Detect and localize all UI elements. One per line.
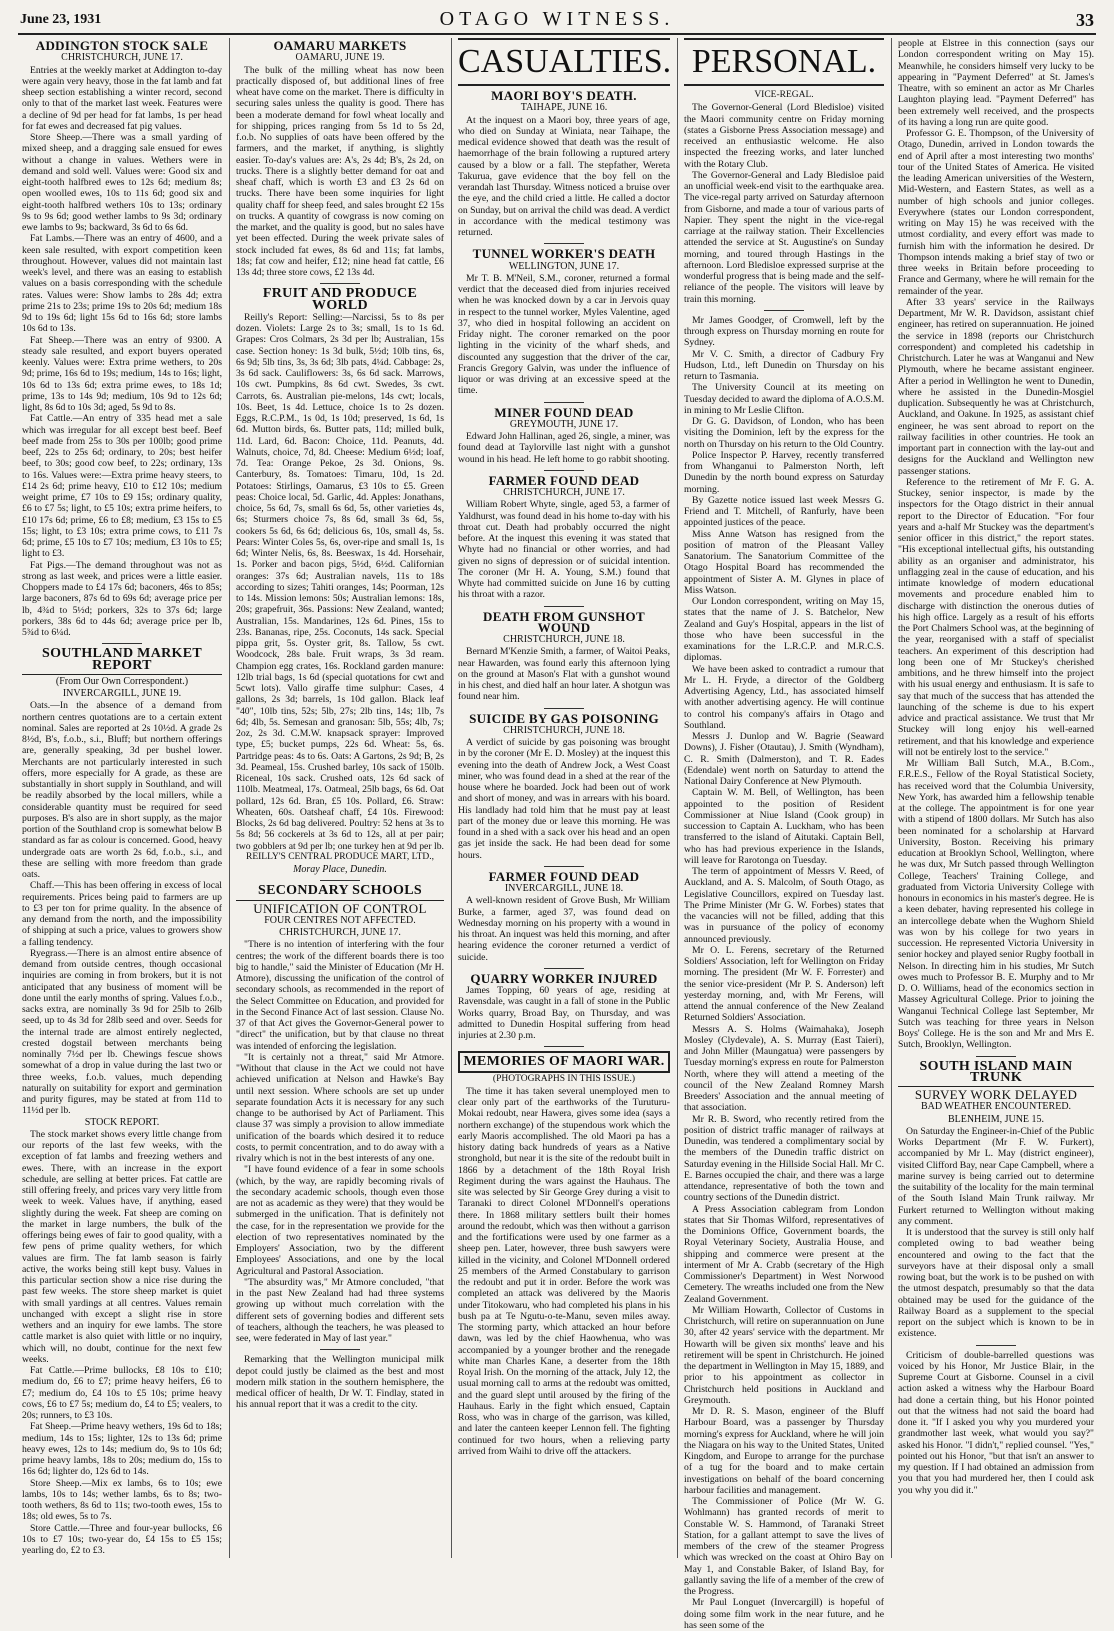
schools-deck: FOUR CENTRES NOT AFFECTED. (264, 914, 416, 926)
personal-paragraph: Messrs A. S. Holms (Waimahaka), Joseph Mosley (Clydevale), A. S. Murray (East Taieri), and John Miller (Maungatua) were passengers by Tuesday morning's express en route for Palmerston North, where they will attend a meeting of the council of the New Zealand Romney Marsh Breeders' Association and the annual meeting of that association. (684, 1023, 884, 1114)
personal-paragraph: The University Council at its meeting on Tuesday decided to award the diploma of A.O.S.M. in mining to Mr Leslie Clifton. (684, 382, 884, 416)
personal-paragraph: After 33 years' service in the Railways Department, Mr W. R. Davidson, assistant chief engineer, has retired on superannuation. He joined the service in 1898 (reports our Christchurch correspondent) and completed his cadetship in Christchurch. Later he was at Wanganui and New Plymouth, where he became assistant engineer. After a period in Wellington he went to Dunedin, where he assisted in the Dunedin-Mosgiel duplication. Subsequently he was at Christchurch, Auckland, and Oakune. In 1925, as assistant chief engineer, he was sent abroad to report on the railway facilities in other countries. He took an important part in connection with the lay-out and designs for the Auckland and Wellington new passenger stations. (898, 296, 1094, 477)
fruit-signoff: REILLY'S CENTRAL PRODUCE MART, LTD., (246, 851, 434, 862)
personal-paragraph: Mr William Ball Sutch, M.A., B.Com., F.R.E.S., Fellow of the Royal Statistical Society, has received word that the Columbia University, New York, has awarded him a fellowship tenable at the college. The appointment is for one year with a stipend of 1800 dollars. Mr Sutch has also been nominated for a scholarship at Harvard University, Boston. Receiving his primary education at Brooklyn School, Wellington, where he was dux, Mr Sutch passed through Wellington College, Teachers' Training College, and graduated from Victoria University College with honours in economics in his master's degree. He is a keen debater, having represented his college in an intercollege debate when the Wughorn Shield was won by his college for two years in succession. He represented Victoria University in senior hockey and played senior Rugby football in Nelson. In directing him in his studies, Mr Sutch owes much to Professor B. E. Murphy and to Mr D. O. Williams, head of the economics section in Massey Agricultural College. Prior to joining the Wanganui Technical College last September, Mr Sutch was teaching for three years in Nelson Boys' College. He is the son and Mr and Mrs E. Sutch, Brooklyn, Wellington. (898, 758, 1094, 1051)
personal-paragraph: The Governor-General and Lady Bledisloe paid an unofficial week-end visit to the earthquake area. The vice-regal party arrived on Saturday afternoon from Gisborne, and made a tour of various parts of Napier. They spent the night in the vice-regal carriage at the railway station. Their Excellencies attended the service at St. Augustine's on Sunday morning, and toured through Hastings in the afternoon. Lord Bledisloe expressed surprise at the wonderful progress that is being made and the self-reliance of the people. The visitors will leave by train this morning. (684, 169, 884, 305)
milk-depot-paragraph: Remarking that the Wellington municipal milk depot could justly be claimed as the best and most modern milk station in the southern hemisphere, the medical officer of health, Dr W. T. Findlay, stated in his annual report that it was a credit to the city. (236, 1354, 444, 1411)
personal-paragraph: The Governor-General (Lord Bledisloe) visited the Maori community centre on Friday morning (states a Gisborne Press Association message) and received an enthusiastic welcome. He also inspected the freezing works, and later lunched with the Rotary Club. (684, 102, 884, 170)
farmer-heading: FARMER FOUND DEAD (488, 472, 640, 488)
oamaru-heading: OAMARU MARKETS (273, 38, 407, 53)
miner-dateline: GREYMOUTH, JUNE 17. (509, 418, 619, 430)
page-number: 33 (1076, 10, 1094, 30)
personal-paragraph: Police Inspector P. Harvey, recently transferred from Whanganui to Palmerston North, left Dunedin by the north bound express on Saturday morning. (684, 449, 884, 495)
section-rule (102, 643, 142, 644)
column-3 (458, 38, 670, 1558)
addington-heading: ADDINGTON STOCK SALE (35, 38, 209, 53)
stock-paragraph: Fat Sheep.—Prime heavy wethers, 19s 6d to 18s; medium, 14s to 15s; lighter, 12s to 13s 6d; prime heavy ewes, 12s to 14s; medium do, 9s to 10s 6d; prime heavy lambs, 18s to 20s; medium do, 15s to 16s 6d; lighter do, 12s 6d to 14s. (22, 1421, 222, 1478)
addington-dateline: CHRISTCHURCH, JUNE 17. (61, 52, 183, 64)
farmer-paragraph: William Robert Whyte, single, aged 53, a farmer of Yaldhurst, was found dead in his home to-day with his throat cut. Death had probably occurred the night before. At the inquest this evening it was stated that Whyte had no financial or other worries, and had given no signs of depression or of suicidal intention. The coroner (Mr H. A. Young, S.M.) found that Whyte had committed suicide on June 16 by cutting his throat with a razor. (458, 499, 670, 601)
tunnel-heading: TUNNEL WORKER'S DEATH (472, 246, 656, 262)
issue-date: June 23, 1931 (20, 12, 102, 27)
section-rule (764, 310, 804, 311)
southland-paragraph: Chaff.—This has been offering in excess of local requirements. Prices being paid to farmers are up to £3 per ton for prime quality. In the absence of any demand from the north, and the impossibility of shipping at such a price, values to growers show a falling tendency. (22, 880, 222, 948)
trunk-subhead: SURVEY WORK DELAYED (914, 1087, 1078, 1102)
schools-paragraph: "The absurdity was," Mr Atmore concluded, "that in the past New Zealand had had three systems growing up without much correlation with the different sets of governing bodies and different sets of teachers, although the teachers, he was pleased to see, were federated in May of last year." (236, 1276, 444, 1344)
tunnel-paragraph: Mr T. B. M'Neil, S.M., coroner, returned a formal verdict that the deceased died from injuries received when he was knocked down by a car in Jervois quay in respect to the tunnel worker, Myles Valentine, aged 37, who died in hospital following an accident on Friday night. The coroner remarked on the poor lighting in the vicinity of the wharf sheds, and discounted any suggestion that the driver of the car, Francis Gregory Galvin, was under the influence of liquor or was driving at an excessive speed at the time. (458, 272, 670, 397)
personal-paragraph: Mr Paul Longuet (Invercargill) is hopeful of doing some film work in the near future, and he has seen some of the (684, 1597, 884, 1631)
court-paragraph: Criticism of double-barrelled questions was voiced by his Honor, Mr Justice Blair, in the Supreme Court at Gisborne. Counsel in a civil action asked a witness why the Harbour Board had done a certain thing, but his Honor pointed out that the witness had not said the board had done it. "If I asked you why you murdered your grandmother last week, what would you say?" asked his Honor. "I didn't," replied counsel. "Yes," pointed out his Honor, "but that isn't an answer to my question. If I had obtained an admission from you that you had murdered her, then I could ask you why you did it." (898, 1349, 1094, 1496)
miner-heading: MINER FOUND DEAD (494, 404, 634, 420)
personal-paragraph: Mr R. B. Sword, who recently retired from the position of district traffic manager of railways at Dunedin, was tendered a complimentary social by the members of the Dunedin traffic district on Saturday evening in the Hillside Social Hall. Mr C. E. Barnes occupied the chair, and there was a large attendance, representative of both the town and country sections of the Dunedin district. (684, 1113, 884, 1204)
section-rule (544, 866, 584, 867)
farmer-dateline: INVERCARGILL, JUNE 18. (504, 883, 624, 894)
vice-regal-sub: VICE-REGAL. (754, 90, 814, 100)
personal-paragraph: Professor G. E. Thompson, of the University of Otago, Dunedin, arrived in London towards the end of April after a most interesting two months' tour of the United States of America. He visited the leading American universities of the Western, Mid-Western, and Eastern States, as well as a number of high schools and junior colleges. Everywhere (states our London correspondent, writing on May 15) he was received with the utmost cordiality, and every effort was made to furnish him with the information he desired. Dr Thompson intends making a brief stay of two or three weeks in Britain before proceeding to France and Germany, where he will remain for the remainder of the year. (898, 128, 1094, 297)
miner-paragraph: Edward John Hallinan, aged 26, single, a miner, was found dead at Taylorville last night with a gunshot wound in his head. He left home to go rabbit shooting. (458, 431, 670, 465)
schools-paragraph: "It is certainly not a threat," said Mr Atmore. "Without that clause in the Act we could not have achieved unification at Nelson and Hawke's Bay until next session. Where schools are set up under separate foundation Acts it is necessary for any such change to be authorised by Act of Parliament. This clause 37 was simply a provision to allow immediate unification of the boards which desired it to reduce costs, to permit concentration, and to do away with a rivalry which is not in the best interests of any one. (236, 1051, 444, 1164)
gas-paragraph: A verdict of suicide by gas poisoning was brought in by the coroner (Mr E. D. Mosley) at the inquest this evening into the death of Andrew Jock, a West Coast miner, who was found dead in a shed at the rear of the house where he boarded. Jock had been out of work and short of money, and was in arrears with his board. His landlady had told him that he must pay at least part of the money due or leave this morning. He was found in a shed with a sack over his head and an open gas jet inside the sack. He had been dead for some hours. (458, 737, 670, 861)
oamaru-dateline: OAMARU, JUNE 19. (295, 52, 385, 64)
newspaper-title: OTAGO WITNESS. (439, 8, 675, 30)
column-5 (898, 38, 1094, 1558)
southland-dateline: INVERCARGILL, JUNE 19. (62, 688, 182, 699)
personal-paragraph: Mr D. R. S. Mason, engineer of the Bluff Harbour Board, was a passenger by Thursday morning's express for Auckland, where he will join the Niagara on his way to the United States, United Kingdom, and Europe to arrange for the purchase of a tug for the board and to make certain investigations on behalf of the board concerning harbour facilities and management. (684, 1406, 884, 1496)
schools-subhead: UNIFICATION OF CONTROL (253, 900, 427, 916)
tunnel-dateline: WELLINGTON, JUNE 17. (508, 260, 620, 272)
schools-paragraph: "I have found evidence of a fear in some schools (which, by the way, are rapidly becoming rivals of the secondary academic schools, though even those are not as academic as they were) that they would be submerged in the unification. That is definitely not the case, for in the representation we provide for the election of two representatives nominated by the Employers' Association, two by the different Employees' Associations, and one by the local Agricultural and Pastoral Association. (236, 1164, 444, 1277)
trunk-deck: BAD WEATHER ENCOUNTERED. (920, 1101, 1072, 1113)
section-rule (320, 283, 360, 284)
masthead (20, 8, 1094, 32)
column-rule (677, 38, 678, 1558)
personal-paragraph: Mr V. C. Smith, a director of Cadbury Fry Hudson, Ltd., left Dunedin on Thursday on his return to Tasmania. (684, 348, 884, 382)
fruit-address: Moray Place, Dunedin. (293, 864, 387, 875)
gas-dateline: CHRISTCHURCH, JUNE 18. (503, 724, 625, 736)
addington-paragraph: Entries at the weekly market at Addington to-day were again very heavy, those in the fat lamb and fat sheep section establishing a winter record, second only to that of the market last week. Features were a decline of 9d per head for fat lambs, 1s per head for fat ewes and decreased fat pig values. (22, 64, 222, 132)
addington-paragraph: Fat Lambs.—There was an entry of 4600, and a keen sale resulted, with export competition keen throughout. However, values did not maintain last week's level, and there was an easing to establish values on a basis corresponding with the schedule rates. Values were: Show lambs to 28s 4d; extra prime 21s to 23s; prime 19s to 20s 6d; medium 18s 9d to 19s 6d; light 15s 6d to 16s 6d; store lambs 10s 6d to 13s. (22, 233, 222, 335)
stock-report-heading: STOCK REPORT. (84, 1116, 160, 1128)
section-rule (320, 1349, 360, 1350)
trunk-paragraph: On Saturday the Engineer-in-Chief of the Public Works Department (Mr F. W. Furkert), accompanied by Mr L. May (district engineer), visited Clifford Bay, near Cape Campbell, where a marine survey is being carried out to determine the suitability of the locality for the main terminal of the South Island Main Trunk railway. Mr Furkert returned to Wellington without making any comment. (898, 1125, 1094, 1227)
farmer-dateline: CHRISTCHURCH, JUNE 17. (503, 487, 625, 498)
personal-paragraph: Mr William Howarth, Collector of Customs in Christchurch, will retire on superannuation on June 30, after 42 years' service with the department. Mr Howarth will be given six months' leave and his retirement will be spent in Christchurch. He joined the department in Wellington in May 15, 1889, and prior to his appointment as collector in Christchurch held positions in Auckland and Greymouth. (684, 1304, 884, 1406)
personal-paragraph: Captain W. M. Bell, of Wellington, has been appointed to the position of Resident Commissioner at Niue Island (Cook group) in succession to Captain A. Luckham, who has been transferred to the island of Aitutaki. Captain Bell, who has had previous experience in the Islands, will leave for Rarotonga on Tuesday. (684, 787, 884, 866)
column-1 (22, 38, 222, 1558)
column-2 (236, 38, 444, 1558)
southland-heading: SOUTHLAND MARKET REPORT (22, 648, 222, 675)
gunshot-paragraph: Bernard M'Kenzie Smith, a farmer, of Waitoi Peaks, near Hawarden, was found early this afternoon lying on the ground at Mason's Flat with a gunshot wound in his chest, and died half an hour later. A shotgun was found near him. (458, 646, 670, 703)
personal-paragraph: A Press Association cablegram from London states that Sir Thomas Wilford, representatives of the Dominions Office, Government boards, the Royal Veterinary Society, Australia House, and shipping and commerce were present at the interment of Mr A. Crabb (secretary of the High Commissioner's Department) in West Norwood Cemetery. The wreaths included one from the New Zealand Government. (684, 1203, 884, 1305)
personal-paragraph: Our London correspondent, writing on May 15, states that the name of J. S. Batchelor, New Zealand and Guy's Hospital, appears in the list of those who have been successful in the examinations for the L.R.C.P. and M.R.C.S. diplomas. (684, 596, 884, 664)
farmer-heading: FARMER FOUND DEAD (488, 868, 640, 884)
trunk-heading: SOUTH ISLAND MAIN TRUNK (898, 1061, 1094, 1088)
personal-paragraph: Reference to the retirement of Mr F. G. A. Stuckey, senior inspector, is made by the inspectors for the Otago district in their annual report to the Director of Education. "For four years and a-half Mr Stuckey was the department's senior officer in this district," the report states. "His exceptional intellectual gifts, his outstanding ability as an organiser and administrator, his unflagging zeal in the cause of education, and his intimate knowledge of modern educational movements and procedure enabled him to discharge with distinction the onerous duties of his high office. Largely as a result of his efforts the Port Chalmers School was, at the beginning of the year, reorganised with a staff of specialist teachers. An experiment of this description had long been one of Mr Stuckey's cherished ambitions, and he threw himself into the project with his usual energy and enthusiasm. It is safe to say that much of the success that has attended the launching of the scheme is due to his expert advice and practical assistance. We trust that Mr Stuckey will long enjoy his well-earned retirement, and that his knowledge and experience will not be entirely lost to the service." (898, 476, 1094, 758)
stock-paragraph: Fat Cattle.—Prime bullocks, £8 10s to £10; medium do, £6 to £7; prime heavy heifers, £6 to £7; medium do, £4 10s to £5 10s; prime heavy cows, £6 to £7 5s; medium do, £4 to £5; vealers, to 20s; runners, to £3 10s. (22, 1365, 222, 1421)
section-rule (544, 968, 584, 969)
memories-sub: (PHOTOGRAPHS IN THIS ISSUE.) (492, 1073, 636, 1084)
section-rule (544, 243, 584, 244)
memories-heading: MEMORIES OF MAORI WAR. (458, 1051, 670, 1072)
personal-paragraph: Miss Anne Watson has resigned from the position of matron of the Pleasant Valley Sanatorium. The Sanatorium Committee of the Otago Hospital Board has recommended the appointment of Sister A. M. Glynes in place of Miss Watson. (684, 528, 884, 596)
trunk-paragraph: It is understood that the survey is still only half completed owing to bad weather being encountered and owing to the fact that the surveyors have at their disposal only a small rowing boat, but the work is to be pushed on with the utmost despatch, presumably so that the data obtained may be used for the guidance of the Railway Board as a supplement to the special report on the subject which is known to be in existence. (898, 1227, 1094, 1340)
southland-paragraph: Ryegrass.—There is an almost entire absence of demand from outside centres, though occasional inquiries are coming in from brokers, but it is not anticipated that any business of moment will be done until the early months of spring. Values f.o.b., sacks extra, are nominally 3s 9d for 25lb to 26lb seed, up to 4s 3d for 28lb seed and over. Seeds for the internal trade are almost entirely neglected, crested dogstail between merchants being nominally 7½d per lb. Chewings fescue shows somewhat of a drop in value during the last two or three weeks, f.o.b. values, much depending naturally on suitability for export and germination and purity figures, may be stated at from 11d to 11½d per lb. (22, 947, 222, 1117)
quarry-heading: QUARRY WORKER INJURED (470, 970, 658, 986)
addington-paragraph: Fat Pigs.—The demand throughout was not as strong as last week, and prices were a little easier. Choppers made to £4 17s 6d; baconers, 46s to 85s; large baconers, 87s 6d to 69s 6d; average price per lb, 4¾d to 5½d; porkers, 32s to 37s 6d; large porkers, 38s 6d to 44s 6d; average price per lb, 5¾d to 6¼d. (22, 559, 222, 638)
addington-paragraph: Fat Cattle.—An entry of 335 head met a sale which was irregular for all except best beef. Beef beef made from 25s to 30s per 100lb; good prime beef, 22s to 25s 6d; ordinary, to 20s; best heifer beef, to 30s; good cow beef, to 22s; ordinary, 13s to 16s. Values were:—Extra prime heavy steers, to £14 2s 6d; prime heavy, £10 to £12 10s; medium weight prime, £7 10s to £9 15s; ordinary quality, £6 to £7 5s; light, to £5 10s; extra prime heifers, to £10 17s 6d; prime, £6 to £8; medium, £3 15s to £5 15s; light, to £3 10s; extra prime cows, to £11 7s 6d; prime, £5 10s to £7 10s; medium, £3 10s to £5; light to £3. (22, 413, 222, 560)
personal-heading: PERSONAL. (684, 38, 884, 86)
section-rule (544, 606, 584, 607)
personal-paragraph: Dr G. G. Davidson, of London, who has been visiting the Dominion, left by the express for the north on Thursday on his return to the Old Country. (684, 416, 884, 450)
section-rule (544, 708, 584, 709)
section-rule (544, 470, 584, 471)
schools-heading: SECONDARY SCHOOLS (236, 885, 444, 900)
column-rule (891, 38, 892, 1558)
southland-byline: (From Our Own Correspondent.) (55, 675, 189, 687)
quarry-paragraph: James Topping, 60 years of age, residing at Ravensdale, was caught in a fall of stone in the Public Works quarry, Broad Bay, on Thursday, and was admitted to Dunedin Hospital suffering from head injuries at 2.30 p.m. (458, 985, 670, 1041)
column-4 (684, 38, 884, 1631)
schools-dateline: CHRISTCHURCH, JUNE 17. (279, 927, 401, 938)
column-rule (451, 38, 452, 1558)
gas-heading: SUICIDE BY GAS POISONING (469, 710, 659, 726)
addington-paragraph: Fat Sheep.—There was an entry of 9300. A steady sale resulted, and export buyers operated keenly. Values were: Extra prime wethers, to 20s 9d; prime, 16s 6d to 19s; medium, 14s to 16s; light, 10s 6d to 13s 6d; extra prime ewes, to 18s 1d; prime, 13s to 14s 9d; medium, 10s 9d to 12s 6d; light, 8s 6d to 10s 3d; aged, 5s 9d to 8s. (22, 334, 222, 413)
memories-paragraph: The time it has taken several unemployed men to clear only part of the earthworks of the Turuturu-Mokai redoubt, near Hawera, gives some idea (says a northern exchange) of the stupendous work which the early Maoris accomplished. The old Maori pa has a history dating back hundreds of years as a Native stronghold, but near it is the site of the redoubt built in 1866 by a detachment of the 18th Royal Irish Regiment during the wars against the Hauhaus. The site was selected by Sir George Grey during a visit to Taranaki to direct Colonel M'Donnell's operations there. In 1868 military settlers built their homes around the redoubt, which was then without a garrison and the fortifications were used by one farmer as a sheep pen. Later, however, three bush sawyers were killed in the vicinity, and Colonel M'Donnell ordered 25 members of the Armed Constabulary to garrison the redoubt and put it in order. Before the work was completed an attack was delivered by the Maoris under Titokowaru, who had completed his plans in his bush pa at Te Ngutu-o-te-Manu, seven miles away. The storming party, which attacked an hour before dawn, was led by the chief Haowhenua, who was accompanied by a younger brother and the renegade white man Charles Kane, a deserter from the 18th Royal Irish. On the morning of the attack, July 12, the usual morning call to arms at the redoubt was omitted, and the guard slept until aroused by the firing of the Hauhaus. Early in the fight which ensued, Captain Ross, who was in charge of the garrison, was killed, and later the canteen keeper Lennon fell. The fighting continued for two hours, when a relieving party arrived from Waihi to drive off the attackers. (458, 1085, 670, 1457)
section-rule (976, 1345, 1016, 1346)
section-rule (544, 402, 584, 403)
casualties-heading: CASUALTIES. (458, 38, 670, 86)
personal-paragraph: We have been asked to contradict a rumour that Mr L. H. Fryde, a director of the Goldberg Advertising Agency, Ltd., has associated himself with another advertising agency. He will continue to control his company's affairs in Otago and Southland. (684, 663, 884, 731)
fruit-heading: FRUIT AND PRODUCE WORLD (262, 286, 418, 313)
stock-paragraph: Store Sheep.—Mix ex lambs, 6s to 10s; ewe lambs, 10s to 14s; wether lambs, 6s to 8s; two-tooth wethers, 8s 6d to 11s; two-tooth ewes, 15s to 18s; old ewes, 5s to 7s. (22, 1477, 222, 1523)
oamaru-paragraph: The bulk of the milling wheat has now been practically disposed of, but additional lines of free wheat have come on the market. There is difficulty in securing sales unless the quality is good. There has been a moderate demand for fowl wheat locally and for shipping, prices ranging from 5s 1d to 5s 2d, f.o.b. No supplies of oats have been offered by the farmers, and the market, if anything, is slightly easier. To-day's values are: A's, 2s 4d; B's, 2s 2d, on trucks. There is a slightly better demand for oat and sheaf chaff, which is worth £3 and £3 2s 6d on trucks. There have been some inquiries for light quality chaff for sheep feed, and sales brought £2 15s on trucks. A quantity of cowgrass is now coming on the market, and the quality is good, but no sales have yet been effected. During the week private sales of stock included fat ewes, 8s 6d and 11s; fat lambs, 18s; fat cow and heifer, £12; nine head fat cattle, £6 13s 4d; three store cows, £2 13s 4d. (236, 64, 444, 278)
addington-paragraph: Store Sheep.—There was a small yarding of mixed sheep, and a dragging sale ensued for ewes without a change in values. Wethers were in demand and sold well. Values were: Good six and eight-tooth halfbred ewes to 12s 6d; medium 8s; open woolled ewes, 10s to 11s 6d; good six and eight-tooth halfbred wethers 10s to 13s; ordinary 9s to 9s 6d; good wether lambs to 9s 3d; ordinary ewe lambs to 9s; backward, 3s 6d to 6s 6d. (22, 132, 222, 233)
fruit-paragraph: Reilly's Report: Selling:—Narcissi, 5s to 8s per dozen. Violets: Large 2s to 3s; small, 1s to 1s 6d. Grapes: Cros Colmars, 2s 3d per lb; Australian, 15s case. Section honey: 1s 3d bulk, 5½d; 10lb tins, 6s, 6s 9d; 5lb tins, 3s, 3s 6d; 3lb pats, 4¼d. Cabbage: 2s, 3s 6d sack. Cauliflowers: 3s, 6s 6d sack. Marrows, 10s cwt. Pumpkins, 8s 6d cwt. Swedes, 3s cwt. Carrots, 6s. Australian pie-melons, 14s cwt; locals, 10s. Beet, 1s 4d. Lettuce, choice 1s to 2s dozen. Eggs, R.C.P.M., 1s 0d, 1s 10d; preserved, 1s 6d, 1s 6d. Mutton birds, 6s. Butter pats, 11d; milled bulk, 11d. Lard, 6d. Bacon: Choice, 11d. Peanuts, 4d. Walnuts, choice, 7d, 8d. Cheese: Medium 6½d; loaf, 7d. Tea: Orange Pekoe, 2s 3d. Onions, 9s. Canterbury, 8s. Tomatoes: Timaru, 10d, 1s 2d. Potatoes: Stirlings, Oamarus, £3 10s to £5. Green peas: Choice local, 5d. Garlic, 4d. Apples: Jonathans, choice, 5s 6d, 7s, small 6s 6d, 5s, other varieties 4s, 6s; Sturmers choice 7s, 8s 6d, small 3s 6d, 5s, cookers 5s 6d, 6s 6d; delicious 6s, 10s, small 4s, 5s. Pears: Winter Coles 5s, 6s, over-ripe and small 1s, 1s 6d; Winter Nelis, 6s, 8s. Beeswax, 1s 4d. Horsehair, 1s. Porker and bacon pigs, 5½d, 6½d. Californian oranges: 37s 6d; Australian navels, 11s to 18s according to sizes; Tahiti oranges, 14s; Poorman, 12s to 14s. Mission lemons: 50s; Australian lemons: 18s, 20s; grapefruit, 36s. Passions: New Zealand, wanted; Australian, 15s. Mandarines, 12s 6d. Pines, 15s to 23s. Bananas, ripe, 25s. Coconuts, 14s sack. Special pippa grit, 5s. Oyster grit, 8s. Tallow, 5s cwt. Woodcock, 28s bale. Fruit wraps, 3s 3d ream. Champion egg crates, 16s. Rockland garden manure: 12lb trial bags, 1s 6d (special quotations for cwt and 5cwt lots). Vallo giraffe time sulphur: Cases, 4 gallons, 2s 3d; barrels, 1s 10d gallon. Black leaf "40", 10lb tins, 52s; 5lb, 27s; 2lb tins, 14s; 1lb, 7s 6d; 4lb, 5s. Semesan and granosan: 5lb, 55s; 4lb, 7s; 2oz, 2s 3d. C.M.W. knapsack sprayer: Improved type, £5; bucket pumps, 22s 6d. Wheat: 5s, 6s. Partridge peas: 4s to 6s. Oats: A Gartons, 2s 9d; B, 2s 3d. Peameal, 15s. Crushed barley, 10s sack of 150lb. Riceneal, 10s sack. Crushed oats, 12s 6d sack of 110lb. Meatmeal, 17s. Oatmeal, 25lb bags, 6s 6d. Oat pollard, 12s 6d. Bran, £5 10s. Pollard, £6. Straw: Wheaten, 60s. Oatsheaf chaff, £4 10s. Firewood: Blocks, 2s 6d bag delivered. Poultry: 52 hens at 3s to 5s 8d; 56 cockerels at 3s 6d to 12s, all at per pair; two gobblers at 9d per lb; one turkey hen at 9d per lb. (236, 311, 444, 852)
section-rule (544, 1046, 584, 1047)
gunshot-heading: DEATH FROM GUNSHOT WOUND (483, 608, 645, 635)
maori-boy-paragraph: At the inquest on a Maori boy, three years of age, who died on Sunday at Winiata, near Taihape, the medical evidence showed that death was the result of haemorrhage of the brain following a ruptured artery caused by a blow or a fall. The stepfather, Wereta Takurua, gave evidence that the boy fell on the verandah last Thursday. Witness noticed a bruise over the eye, and the child cried a little. He called a doctor on Sunday, but on arrival the child was dead. A verdict in accordance with the medical testimony was returned. (458, 114, 670, 238)
personal-paragraph: The term of appointment of Messrs V. Reed, of Auckland, and A. S. Malcolm, of South Otago, as Legislative Councillors, expired on Tuesday last. The Prime Minister (Mr G. W. Forbes) states that the vacancies will not be filled, adding that this was in pursuance of the policy of economy announced previously. (684, 866, 884, 945)
section-rule (976, 1056, 1016, 1057)
column-rule (229, 38, 230, 1558)
schools-paragraph: "There is no intention of interfering with the four centres; the work of the different boards there is too big to handle," said the Minister of Education (Mr H. Atmore), discussing the unification of the control of secondary schools, as recommended in the report of the Select Committee on Education, and provided for in the Second Finance Act of last session. Clause No. 37 of that Act gives the Governor-General power to "direct" the unification, but by that clause no threat was intended of enforcing the legislation. (236, 939, 444, 1052)
masthead-rule (18, 33, 1096, 35)
stock-paragraph: Store Cattle.—Three and four-year bullocks, £6 10s to £7 10s; two-year do, £4 15s to £5 15s; yearling do, £2 to £3. (22, 1522, 222, 1556)
southland-paragraph: Oats.—In the absence of a demand from northern centres quotations are to a certain extent nominal. Sales are reported at 2s 10½d. A grade 2s 8½d, B's, f.o.b., s.i., Bluff; but northern offerings are, generally speaking, 3d per bushel lower. Merchants are not particularly interested in such offers, more especially for A grade, as these are substantially in short supply in Southland, and will be readily absorbed by the local millers, while a considerable quantity must be required for seed purposes. B's also are in short supply, as the major portion of the Southland crop is somewhat below B standard as far as colour is concerned. Good, heavy undergrade oats are worth 2s 6d, f.o.b., s.i., and these are selling with more freedom than grade oats. (22, 700, 222, 880)
maori-boy-heading: MAORI BOY'S DEATH. (491, 88, 637, 103)
maori-boy-dateline: TAIHAPE, JUNE 16. (520, 102, 608, 114)
personal-paragraph: Messrs J. Dunlop and W. Bagrie (Seaward Downs), J. Fisher (Otautau), J. Smith (Wyndham), C. R. Smith (Dalmerston), and T. R. Eades (Edendale) went north on Saturday to attend the National Dairy Conference at New Plymouth. (684, 731, 884, 787)
section-rule (320, 880, 360, 881)
gunshot-dateline: CHRISTCHURCH, JUNE 18. (503, 634, 625, 645)
stock-paragraph: The stock market shows every little change from our reports of the last few weeks, with the exception of fat lambs and freezing wethers and ewes. There, with an increase in the export schedule, are selling at better prices. Fat cattle are still offering freely, and prices vary very little from week to week. Values have, if anything, eased slightly during the week. Fat sheep are coming on the market in large numbers, the bulk of the offerings being ewes of fair to good quality, with a few pens of prime quality wethers, for which values are firm. The fat lamb season is fairly active, the works being still kept busy. Values in this particular section show a nice rise during the past few weeks. The store sheep market is quiet with small yardings at all centres. Values remain unchanged with except a slight rise in store wethers and an inquiry for ewe lambs. The store cattle market is also quiet with little or no inquiry, which will, no doubt, continue for the next few weeks. (22, 1128, 222, 1365)
trunk-dateline: BLENHEIM, JUNE 15. (947, 1113, 1045, 1125)
personal-paragraph: Mr O. L. Ferens, secretary of the Returned Soldiers' Association, left for Wellington on Friday morning. The president (Mr W. F. Forrester) and the senior vice-president (Mr P. S. Anderson) left yesterday morning, and, with Mr Ferens, will attend the annual conference of the New Zealand Returned Soldiers' Association. (684, 944, 884, 1024)
personal-paragraph: Mr James Goodger, of Cromwell, left by the through express on Thursday morning en route for Sydney. (684, 314, 884, 349)
personal-paragraph: The Commissioner of Police (Mr W. G. Wohlmann) has granted records of merit to Constable W. S. Hammond, of Taranaki Street Station, for a gallant attempt to save the lives of members of the crew of the steamer Progress which was wrecked on the coast at Ohiro Bay on May 1, and Constable Baker, of Island Bay, for gallantly saving the life of a member of the crew of the Progress. (684, 1496, 884, 1597)
personal-paragraph: By Gazette notice issued last week Messrs G. Friend and T. Mitchell, of Ranfurly, have been appointed justices of the peace. (684, 494, 884, 529)
farmer-paragraph: A well-known resident of Grove Bush, Mr William Burke, a farmer, aged 37, was found dead on Wednesday morning on his property with a wound in his throat. An inquest was held this morning, and after hearing evidence the coroner returned a verdict of suicide. (458, 895, 670, 963)
personal-paragraph: people at Elstree in this connection (says our London correspondent writing on May 15). Meanwhile, he considers himself very lucky to be appearing in "Payment Deferred" at St. James's Theatre, with so eminent an actor as Mr Charles Laughton playing lead. "Payment Deferred" has been extremely well received, and the prospects of its having a long run are quite good. (898, 38, 1094, 128)
